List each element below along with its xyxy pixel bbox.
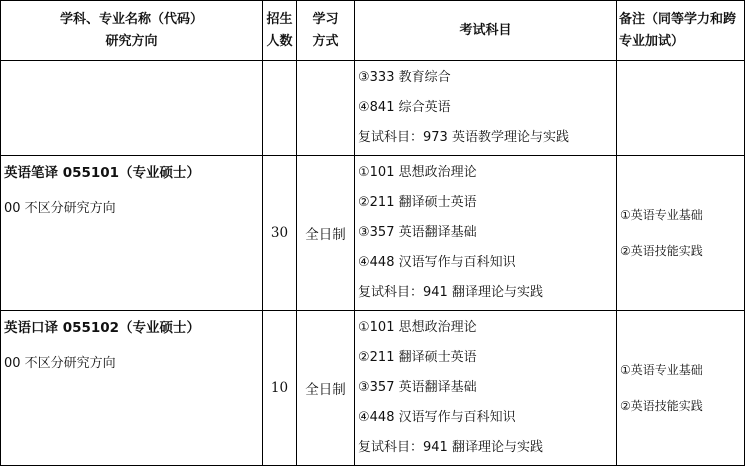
program-direction: 00 不区分研究方向 xyxy=(4,201,116,216)
header-notes xyxy=(617,1,745,61)
continued-mode-cell xyxy=(297,61,355,156)
subject-line: ②211 翻译硕士英语 xyxy=(358,195,477,210)
subject-line: ④841 综合英语 xyxy=(358,100,451,115)
program-name: 英语口译 055102（专业硕士） xyxy=(4,320,201,336)
continued-major-cell xyxy=(1,61,263,156)
subject-line: ②211 翻译硕士英语 xyxy=(358,350,477,365)
continued-quota-cell xyxy=(263,61,297,156)
header-quota xyxy=(263,1,297,61)
program-row-interpretation xyxy=(1,311,745,466)
note-line: ②英语技能实践 xyxy=(620,244,703,258)
program-major-cell xyxy=(1,156,263,311)
subject-line: 复试科目：973 英语教学理论与实践 xyxy=(358,130,569,145)
note-line: ①英语专业基础 xyxy=(620,208,703,222)
header-mode-line2: 方式 xyxy=(312,33,339,49)
program-subjects-cell xyxy=(355,156,617,311)
subject-line: 复试科目：941 翻译理论与实践 xyxy=(358,440,543,455)
program-quota: 30 xyxy=(263,156,297,311)
subject-line: 复试科目：941 翻译理论与实践 xyxy=(358,285,543,300)
program-mode: 全日制 xyxy=(297,311,355,466)
subject-line: ④448 汉语写作与百科知识 xyxy=(358,410,516,425)
program-name: 英语笔译 055101（专业硕士） xyxy=(4,165,201,181)
header-notes-line2: 专业加试） xyxy=(619,33,685,49)
header-notes-line1: 备注（同等学力和跨 xyxy=(619,11,737,27)
note-line: ①英语专业基础 xyxy=(620,363,703,377)
program-row-translation xyxy=(1,156,745,311)
subject-line: ①101 思想政治理论 xyxy=(358,165,477,180)
note-line: ②英语技能实践 xyxy=(620,399,703,413)
continued-row xyxy=(1,61,745,156)
subject-line: ③333 教育综合 xyxy=(358,70,451,85)
program-quota: 10 xyxy=(263,311,297,466)
continued-subjects-cell xyxy=(355,61,617,156)
subject-line: ④448 汉语写作与百科知识 xyxy=(358,255,516,270)
subject-line: ①101 思想政治理论 xyxy=(358,320,477,335)
program-subjects-cell xyxy=(355,311,617,466)
header-exam: 考试科目 xyxy=(355,1,617,61)
program-notes-cell xyxy=(617,156,745,311)
header-mode-line1: 学习 xyxy=(312,11,339,27)
header-quota-line1: 招生 xyxy=(266,11,293,27)
program-notes-cell xyxy=(617,311,745,466)
subject-line: ③357 英语翻译基础 xyxy=(358,380,477,395)
header-mode xyxy=(297,1,355,61)
header-major-line1: 学科、专业名称（代码） xyxy=(59,11,203,27)
header-quota-line2: 人数 xyxy=(266,33,293,49)
program-direction: 00 不区分研究方向 xyxy=(4,356,116,371)
continued-notes-cell xyxy=(617,61,745,156)
program-major-cell xyxy=(1,311,263,466)
subject-line: ③357 英语翻译基础 xyxy=(358,225,477,240)
header-major xyxy=(1,1,263,61)
header-row xyxy=(1,1,745,61)
program-mode: 全日制 xyxy=(297,156,355,311)
header-major-line2: 研究方向 xyxy=(105,33,158,49)
